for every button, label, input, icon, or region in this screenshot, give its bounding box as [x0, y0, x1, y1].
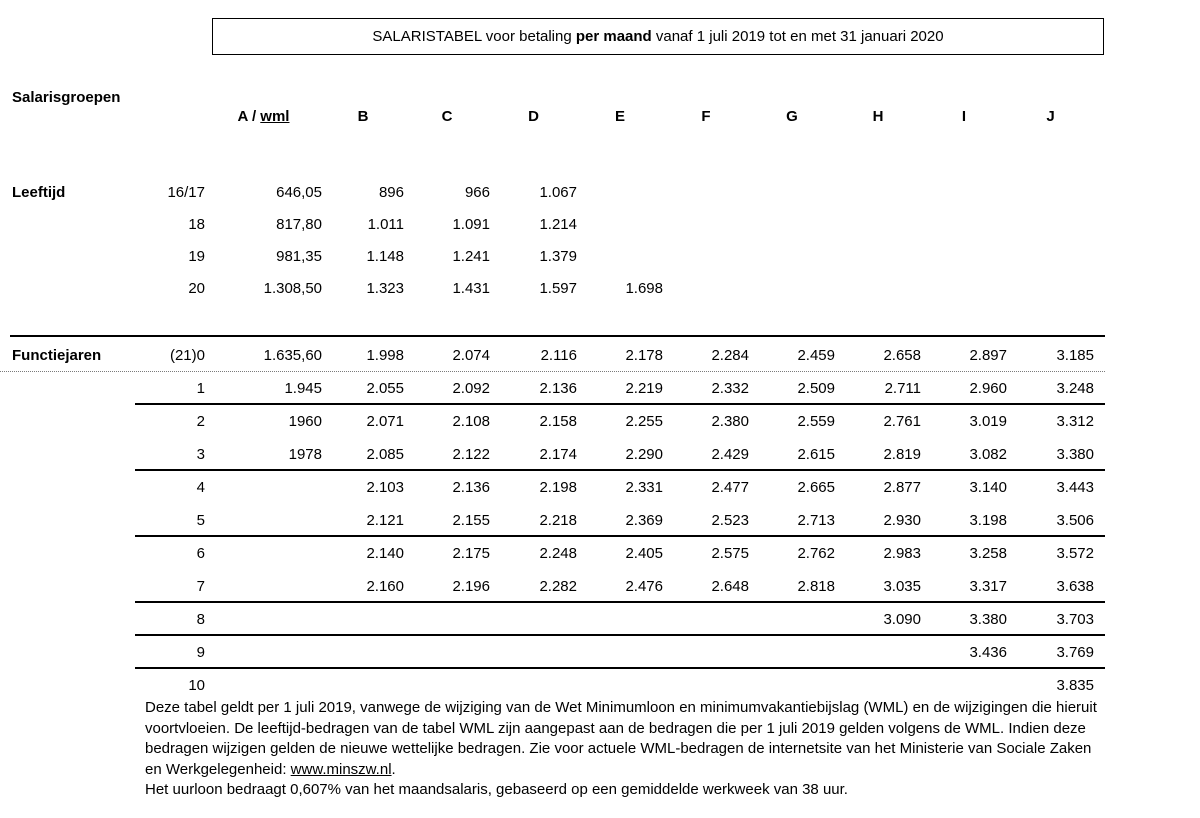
- salary-value: 1.597: [539, 280, 577, 297]
- salary-value: 2.897: [969, 347, 1007, 364]
- salary-value: 2.284: [711, 347, 749, 364]
- salary-value: 2.175: [452, 545, 490, 562]
- row-label: 8: [196, 611, 205, 628]
- row-label: 3: [196, 446, 205, 463]
- salary-value: [577, 636, 663, 669]
- salary-value: 1.148: [366, 248, 404, 265]
- table-row: [10, 438, 1094, 471]
- salary-value: [663, 636, 749, 669]
- salary-value: 1.214: [539, 216, 577, 233]
- column-header-e: E: [614, 108, 625, 125]
- salary-value: 1.067: [539, 184, 577, 201]
- salary-value: [835, 273, 921, 305]
- salary-value: 2.648: [711, 578, 749, 595]
- salary-value: [749, 636, 835, 669]
- salary-value: 2.380: [711, 413, 749, 430]
- salary-value: [577, 209, 663, 241]
- row-label: 19: [188, 248, 205, 265]
- salary-value: [835, 209, 921, 241]
- row-label: 7: [196, 578, 205, 595]
- salary-value: 2.459: [797, 347, 835, 364]
- salary-value: [749, 209, 835, 241]
- salary-value: [921, 273, 1007, 305]
- salary-value: [205, 603, 322, 636]
- table-row: [10, 537, 1094, 570]
- salary-value: 2.121: [366, 512, 404, 529]
- salary-value: [663, 241, 749, 273]
- column-header-c: C: [441, 108, 453, 125]
- salary-value: 3.506: [1056, 512, 1094, 529]
- footer-notes: [145, 698, 1107, 801]
- salary-value: 2.713: [797, 512, 835, 529]
- salary-value: 2.282: [539, 578, 577, 595]
- functiejaren-label: Functiejaren: [12, 347, 102, 364]
- column-header-b: B: [357, 108, 369, 125]
- table-row: [10, 372, 1094, 405]
- row-label: 1: [196, 380, 205, 397]
- salary-value: 2.405: [625, 545, 663, 562]
- column-header-g: G: [786, 108, 798, 125]
- salary-value: 2.575: [711, 545, 749, 562]
- functiejaren-top-rule: [10, 335, 1105, 337]
- salary-value: 2.983: [883, 545, 921, 562]
- table-row: [10, 570, 1094, 603]
- header-spacer: [10, 107, 205, 127]
- salary-value: 3.140: [969, 479, 1007, 496]
- salary-value: 2.818: [797, 578, 835, 595]
- salary-value: 2.476: [625, 578, 663, 595]
- salary-value: 2.665: [797, 479, 835, 496]
- salary-value: 2.196: [452, 578, 490, 595]
- salary-value: 981,35: [276, 248, 322, 265]
- salary-value: 1.091: [452, 216, 490, 233]
- salary-value: 2.429: [711, 446, 749, 463]
- salary-value: 1.635,60: [263, 347, 322, 364]
- salary-value: 1960: [288, 413, 322, 430]
- document-title: SALARISTABEL voor betaling per maand vanaf 1 juli 2019 tot en met 31 januari 2020: [372, 28, 944, 45]
- footer-paragraph: Deze tabel geldt per 1 juli 2019, vanwege de wijziging van de Wet Minimumloon en minimumvakantiebijslag (WML) en de wijzigingen die hieruit voortvloeien. De leeftijd-bedragen van de tabel WML zijn aangepast aan de bedragen die per 1 juli 2019 gelden volgens de WML. Indien deze bedragen wijzigen gelden de nieuwe wettelijke bedragen. Zie voor actuele WML-bedragen de internetsite van het Ministerie van Sociale Zaken en Werkgelegenheid: www.minszw.nl.: [145, 699, 1097, 778]
- row-label: 6: [196, 545, 205, 562]
- salary-value: 1.945: [284, 380, 322, 397]
- salary-value: 3.769: [1056, 644, 1094, 661]
- row-label: 9: [196, 644, 205, 661]
- salary-value: 3.380: [969, 611, 1007, 628]
- salary-value: 2.762: [797, 545, 835, 562]
- salary-value: [205, 537, 322, 570]
- salary-value: [835, 241, 921, 273]
- salary-value: [749, 603, 835, 636]
- salary-value: [490, 603, 577, 636]
- row-label: 16/17: [167, 184, 205, 201]
- salary-value: 2.369: [625, 512, 663, 529]
- table-row: [10, 504, 1094, 537]
- salary-value: 2.960: [969, 380, 1007, 397]
- salary-value: 2.290: [625, 446, 663, 463]
- salary-value: 3.835: [1056, 677, 1094, 694]
- salary-value: [577, 177, 663, 209]
- salary-value: 3.380: [1056, 446, 1094, 463]
- salary-value: 2.615: [797, 446, 835, 463]
- salary-value: [835, 177, 921, 209]
- salary-value: [322, 636, 404, 669]
- salary-value: [749, 273, 835, 305]
- salary-value: 2.092: [452, 380, 490, 397]
- table-row: [10, 241, 1094, 273]
- salary-value: 2.140: [366, 545, 404, 562]
- salary-value: [577, 603, 663, 636]
- salary-value: 1.431: [452, 280, 490, 297]
- salary-value: [921, 177, 1007, 209]
- salarisgroepen-label: Salarisgroepen: [12, 89, 121, 106]
- column-header-row: [10, 107, 1094, 127]
- table-row: [10, 177, 1094, 209]
- salary-value: 3.082: [969, 446, 1007, 463]
- salary-value: [749, 241, 835, 273]
- salary-value: 1.698: [625, 280, 663, 297]
- salary-value: 2.930: [883, 512, 921, 529]
- salary-value: 2.158: [539, 413, 577, 430]
- salary-value: 1.379: [539, 248, 577, 265]
- salary-value: 3.258: [969, 545, 1007, 562]
- table-row: [10, 339, 1094, 372]
- table-row: [10, 405, 1094, 438]
- salary-value: [205, 504, 322, 537]
- leeftijd-label: Leeftijd: [12, 184, 66, 201]
- salary-value: 1.011: [367, 216, 404, 233]
- salary-value: [921, 241, 1007, 273]
- salary-value: 646,05: [276, 184, 322, 201]
- salary-value: 2.477: [711, 479, 749, 496]
- salary-value: 2.331: [625, 479, 663, 496]
- salary-value: 2.178: [625, 347, 663, 364]
- salary-value: 2.658: [883, 347, 921, 364]
- salary-value: 2.711: [884, 380, 921, 397]
- salary-value: 3.198: [969, 512, 1007, 529]
- salary-value: 2.085: [366, 446, 404, 463]
- salary-value: 2.136: [539, 380, 577, 397]
- salary-value: 2.160: [366, 578, 404, 595]
- column-header-a-wml: A / wml: [237, 108, 290, 125]
- salary-value: 3.443: [1056, 479, 1094, 496]
- salary-value: [205, 570, 322, 603]
- leeftijd-rows: [10, 177, 1094, 305]
- salary-value: [663, 273, 749, 305]
- salary-value: [322, 603, 404, 636]
- functiejaren-rows: [10, 339, 1094, 702]
- salary-value: 2.116: [540, 347, 577, 364]
- salary-value: [1007, 273, 1094, 305]
- column-header-f: F: [701, 108, 711, 125]
- salary-value: 3.703: [1056, 611, 1094, 628]
- salary-value: 3.312: [1056, 413, 1094, 430]
- title-bold-per-maand: per maand: [575, 28, 652, 45]
- table-row: [10, 603, 1094, 636]
- title-box: [212, 18, 1104, 55]
- salary-value: 2.136: [452, 479, 490, 496]
- footer-uurloon-note: Het uurloon bedraagt 0,607% van het maandsalaris, gebaseerd op een gemiddelde werkweek van 38 uur.: [145, 781, 848, 798]
- salary-value: 2.761: [883, 413, 921, 430]
- salary-value: 1.323: [366, 280, 404, 297]
- salary-value: [404, 603, 490, 636]
- salary-value: [205, 636, 322, 669]
- salary-value: 2.218: [539, 512, 577, 529]
- salary-value: 2.559: [797, 413, 835, 430]
- salary-value: [921, 209, 1007, 241]
- salary-value: 3.090: [883, 611, 921, 628]
- salary-value: [577, 241, 663, 273]
- row-label: 10: [188, 677, 205, 694]
- salary-value: 1.308,50: [263, 280, 322, 297]
- salary-value: 2.819: [883, 446, 921, 463]
- salary-value: 2.332: [711, 380, 749, 397]
- salary-value: 3.436: [969, 644, 1007, 661]
- salary-value: 3.019: [969, 413, 1007, 430]
- row-label: 2: [196, 413, 205, 430]
- salary-value: 2.108: [452, 413, 490, 430]
- row-label: 20: [188, 280, 205, 297]
- minszw-link[interactable]: www.minszw.nl: [290, 760, 392, 778]
- salary-value: [404, 636, 490, 669]
- salary-value: 2.509: [797, 380, 835, 397]
- salary-value: 1.998: [366, 347, 404, 364]
- salary-value: 1978: [288, 446, 322, 463]
- salary-value: 966: [464, 184, 490, 201]
- salary-value: 1.241: [452, 248, 490, 265]
- column-header-h: H: [872, 108, 884, 125]
- salary-value: [1007, 209, 1094, 241]
- salary-value: 2.255: [625, 413, 663, 430]
- salary-value: 2.174: [539, 446, 577, 463]
- row-label: 18: [188, 216, 205, 233]
- salary-value: 2.155: [452, 512, 490, 529]
- salary-value: 2.248: [539, 545, 577, 562]
- column-header-d: D: [528, 108, 539, 125]
- salary-value: [205, 471, 322, 504]
- salary-value: 3.185: [1056, 347, 1094, 364]
- salary-value: [749, 177, 835, 209]
- salary-value: 3.248: [1056, 380, 1094, 397]
- table-row: [10, 471, 1094, 504]
- column-header-i: I: [961, 108, 967, 125]
- salary-value: [1007, 177, 1094, 209]
- salary-value: 3.638: [1056, 578, 1094, 595]
- table-row: [10, 273, 1094, 305]
- salary-value: 2.877: [883, 479, 921, 496]
- wml-underlined: wml: [260, 108, 290, 125]
- salary-value: 2.122: [452, 446, 490, 463]
- row-label: 5: [196, 512, 205, 529]
- salary-value: 2.103: [366, 479, 404, 496]
- salary-value: [663, 603, 749, 636]
- salary-value: 3.035: [883, 578, 921, 595]
- salary-value: [663, 177, 749, 209]
- salary-value: 2.523: [711, 512, 749, 529]
- salary-value: 2.219: [625, 380, 663, 397]
- salary-value: [835, 636, 921, 669]
- salary-value: 3.317: [969, 578, 1007, 595]
- salary-value: 817,80: [276, 216, 322, 233]
- salary-value: 3.572: [1056, 545, 1094, 562]
- table-row: [10, 209, 1094, 241]
- salary-value: 2.198: [539, 479, 577, 496]
- salary-value: 2.071: [366, 413, 404, 430]
- table-row: [10, 636, 1094, 669]
- salary-value: [490, 636, 577, 669]
- salary-value: [663, 209, 749, 241]
- row-label: 4: [196, 479, 205, 496]
- column-header-j: J: [1046, 108, 1055, 125]
- salary-value: 896: [378, 184, 404, 201]
- salary-value: [1007, 241, 1094, 273]
- salary-value: 2.074: [452, 347, 490, 364]
- row-label: (21)0: [169, 347, 205, 364]
- salary-value: 2.055: [366, 380, 404, 397]
